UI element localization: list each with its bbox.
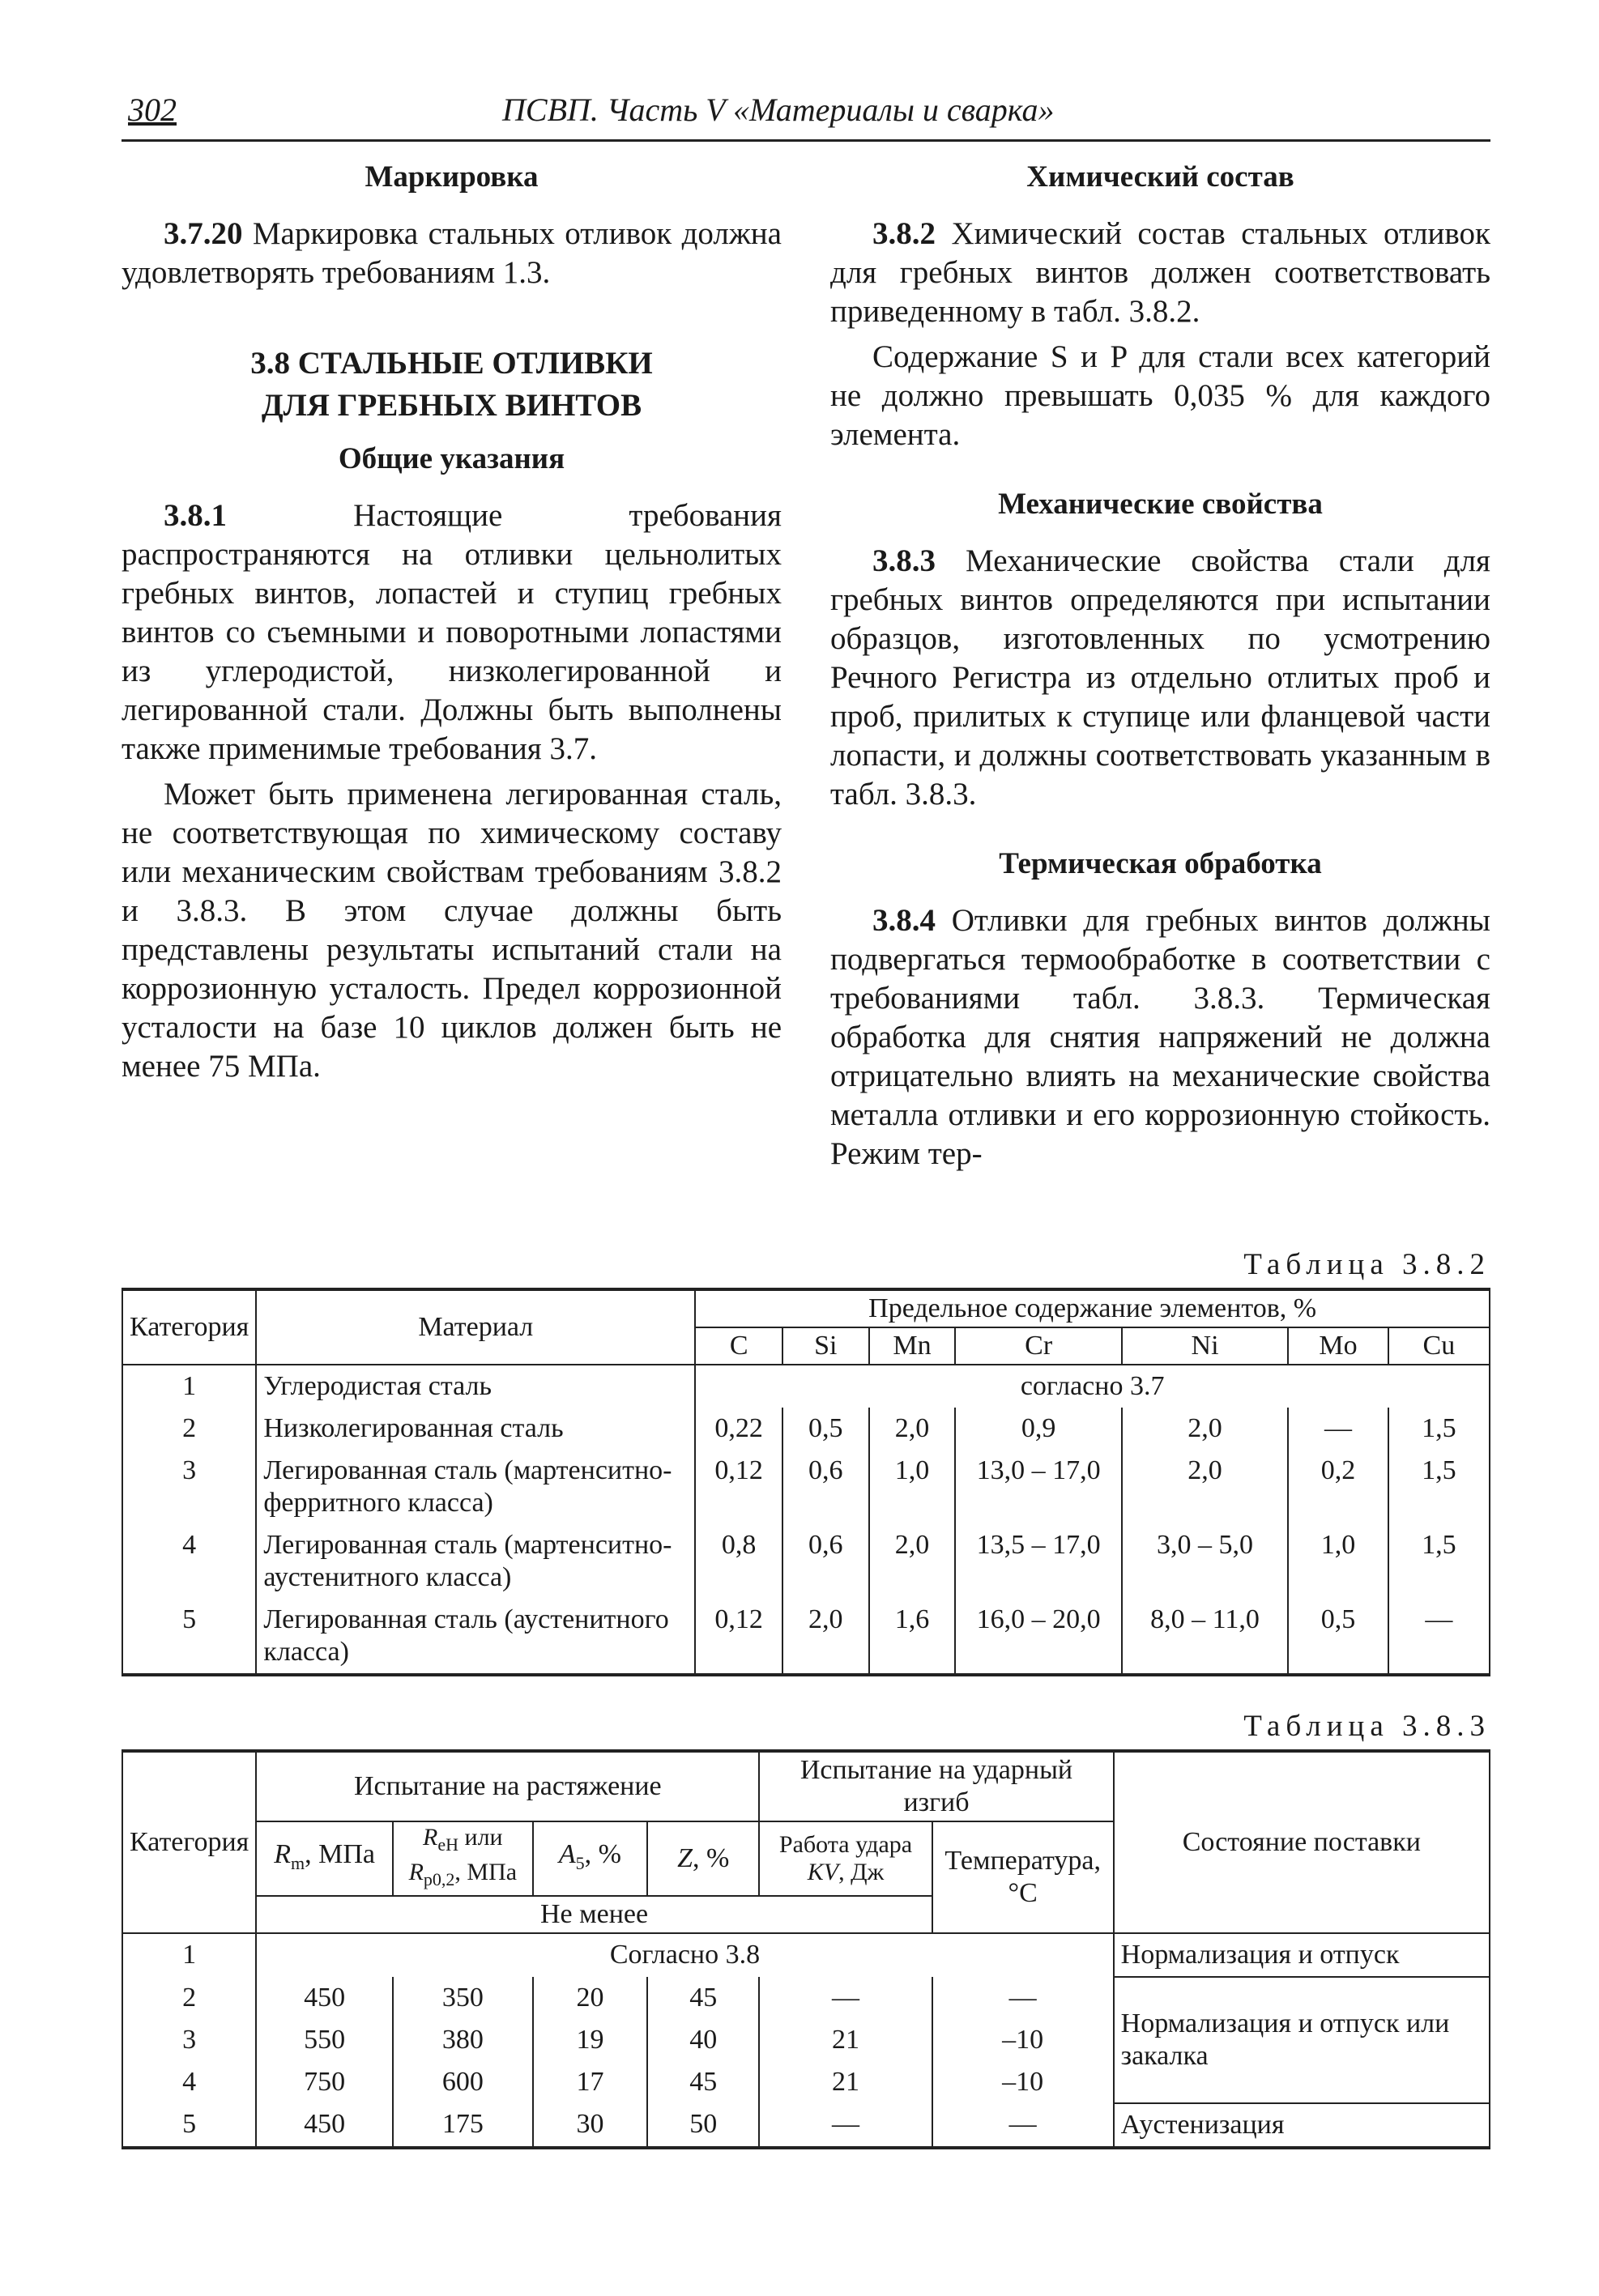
table-row bbox=[122, 1977, 1490, 2019]
symbol: R bbox=[274, 1838, 291, 1869]
cell-value: 0,2 bbox=[1288, 1450, 1388, 1524]
unit: , МПа bbox=[305, 1838, 376, 1869]
cell-value: –10 bbox=[932, 2019, 1114, 2061]
cell-category: 3 bbox=[122, 1450, 256, 1524]
cell-value: 19 bbox=[533, 2019, 647, 2061]
clause-number: 3.7.20 bbox=[164, 216, 243, 251]
paragraph-3-8-3 bbox=[830, 542, 1490, 814]
cell-value: 0,9 bbox=[955, 1408, 1121, 1450]
cell-material: Низколегированная сталь bbox=[256, 1408, 695, 1450]
cell-value: 45 bbox=[647, 2061, 759, 2103]
header-category: Категория bbox=[122, 1751, 256, 1933]
cell-value: 600 bbox=[393, 2061, 533, 2103]
cell-value: 2,0 bbox=[869, 1408, 956, 1450]
symbol: KV bbox=[807, 1859, 839, 1885]
table-row bbox=[122, 1599, 1490, 1675]
section-heading bbox=[122, 343, 782, 427]
symbol-sub: 5 bbox=[575, 1852, 585, 1873]
paragraph-sp: Содержание S и P для стали всех категорий не должно превышать 0,035 % для каждого элемента. bbox=[830, 339, 1490, 452]
cell-value: 2,0 bbox=[1122, 1408, 1288, 1450]
paragraph-3-8-2 bbox=[830, 215, 1490, 331]
cell-value: 450 bbox=[256, 2103, 393, 2148]
cell-merged: Согласно 3.8 bbox=[256, 1933, 1113, 1977]
clause-text: Механические свойства стали для гребных винтов определяются при испытании образцов, изготовленных по усмотрению Речного Регистра из отдельно отлитых проб и проб, прилитых к ступице или фланцевой части лопасти, и должны соответствовать указанным в табл. 3.8.3. bbox=[830, 543, 1490, 811]
unit: , Дж bbox=[838, 1859, 885, 1885]
cell-value: 21 bbox=[759, 2061, 932, 2103]
cell-value: 0,22 bbox=[695, 1408, 782, 1450]
header-delivery: Состояние поставки bbox=[1114, 1751, 1490, 1933]
cell-value: 1,5 bbox=[1388, 1524, 1490, 1599]
cell-value: 1,0 bbox=[869, 1450, 956, 1524]
text-columns bbox=[122, 158, 1490, 1324]
cell-value: — bbox=[759, 1977, 932, 2019]
header-temp: Температура, °С bbox=[932, 1821, 1114, 1933]
cell-value: 13,5 – 17,0 bbox=[955, 1524, 1121, 1599]
cell-value: — bbox=[1388, 1599, 1490, 1675]
cell-value: — bbox=[932, 2103, 1114, 2148]
cell-value: 0,5 bbox=[1288, 1599, 1388, 1675]
symbol-sub: eH bbox=[437, 1834, 459, 1855]
clause-text: Химический состав стальных отливок для гребных винтов должен соответствовать приведенному в табл. 3.8.2. bbox=[830, 216, 1490, 329]
cell-value: — bbox=[759, 2103, 932, 2148]
cell-value: 30 bbox=[533, 2103, 647, 2148]
cell-value: 40 bbox=[647, 2019, 759, 2061]
header-reh bbox=[393, 1821, 533, 1896]
cell-value: 0,5 bbox=[782, 1408, 869, 1450]
table-3-8-3 bbox=[122, 1749, 1490, 2149]
table-row bbox=[122, 1450, 1490, 1524]
table-row bbox=[122, 2103, 1490, 2148]
section-heading-line1: 3.8 СТАЛЬНЫЕ ОТЛИВКИ bbox=[250, 346, 653, 381]
cell-category: 3 bbox=[122, 2019, 256, 2061]
cell-category: 5 bbox=[122, 2103, 256, 2148]
table-row bbox=[122, 1933, 1490, 1977]
header-rm bbox=[256, 1821, 393, 1896]
unit: , МПа bbox=[454, 1859, 518, 1885]
cell-category: 2 bbox=[122, 1408, 256, 1450]
cell-value: — bbox=[1288, 1408, 1388, 1450]
cell-delivery: Аустенизация bbox=[1114, 2103, 1490, 2148]
cell-value: 0,12 bbox=[695, 1450, 782, 1524]
header-element: Ni bbox=[1122, 1327, 1288, 1365]
cell-delivery: Нормализация и отпуск или закалка bbox=[1114, 1977, 1490, 2103]
paragraph-3-8-1 bbox=[122, 496, 782, 769]
left-column bbox=[122, 158, 782, 1093]
table-3-8-3-caption: Таблица 3.8.3 bbox=[1243, 1710, 1490, 1743]
cell-category: 1 bbox=[122, 1365, 256, 1408]
header-tension: Испытание на растяжение bbox=[256, 1751, 759, 1821]
cell-delivery: Нормализация и отпуск bbox=[1114, 1933, 1490, 1977]
header-limit: Предельное содержание элементов, % bbox=[695, 1289, 1490, 1327]
clause-text: Настоящие требования распространяются на отливки цельнолитых гребных винтов, лопастей и ступиц гребных винтов со съемными и поворотными лопастями из углеродистой, низколегированной и легированной стали. Должны быть выполнены также применимые требования 3.7. bbox=[122, 498, 782, 766]
cell-value: 0,6 bbox=[782, 1450, 869, 1524]
header-category: Категория bbox=[122, 1289, 256, 1365]
cell-value: 17 bbox=[533, 2061, 647, 2103]
symbol-sub: p0,2 bbox=[423, 1869, 455, 1889]
page-number: 302 bbox=[128, 92, 177, 128]
cell-value: 750 bbox=[256, 2061, 393, 2103]
cell-category: 4 bbox=[122, 1524, 256, 1599]
symbol-sub: m bbox=[291, 1852, 305, 1873]
cell-value: 1,5 bbox=[1388, 1408, 1490, 1450]
page-header bbox=[122, 89, 1490, 142]
cell-value: 0,6 bbox=[782, 1524, 869, 1599]
cell-merged: согласно 3.7 bbox=[695, 1365, 1490, 1408]
cell-value: 1,6 bbox=[869, 1599, 956, 1675]
paragraph-alloy: Может быть применена легированная сталь, не соответствующая по химическому составу или механическим свойствам требованиям 3.8.2 и 3.8.3. В этом случае должны быть представлены результаты испытаний стали на коррозионную усталость. Предел коррозионной усталости на базе 10 циклов должен быть не менее 75 МПа. bbox=[122, 777, 782, 1084]
table-row bbox=[122, 1524, 1490, 1599]
symbol: R bbox=[423, 1824, 438, 1851]
table-3-8-2 bbox=[122, 1288, 1490, 1676]
symbol: Z bbox=[677, 1843, 693, 1873]
clause-text: Маркировка стальных отливок должна удовлетворять требованиям 1.3. bbox=[122, 216, 782, 290]
header-element: Mn bbox=[869, 1327, 956, 1365]
cell-value: 2,0 bbox=[782, 1599, 869, 1675]
cell-value: 550 bbox=[256, 2019, 393, 2061]
table-row bbox=[122, 1408, 1490, 1450]
cell-value: 16,0 – 20,0 bbox=[955, 1599, 1121, 1675]
cell-value: –10 bbox=[932, 2061, 1114, 2103]
cell-value: 2,0 bbox=[869, 1524, 956, 1599]
cell-value: 1,5 bbox=[1388, 1450, 1490, 1524]
or-text: или bbox=[458, 1824, 503, 1851]
cell-material: Легированная сталь (мартенситно-ферритного класса) bbox=[256, 1450, 695, 1524]
header-work bbox=[759, 1821, 932, 1896]
cell-value: 175 bbox=[393, 2103, 533, 2148]
paragraph-3-8-4 bbox=[830, 901, 1490, 1174]
symbol: R bbox=[408, 1859, 424, 1885]
heat-heading: Термическая обработка bbox=[999, 847, 1322, 880]
chem-heading: Химический состав bbox=[1026, 160, 1294, 194]
cell-value: 13,0 – 17,0 bbox=[955, 1450, 1121, 1524]
marking-heading: Маркировка bbox=[365, 160, 539, 194]
unit: , % bbox=[584, 1838, 621, 1869]
section-heading-line2: ДЛЯ ГРЕБНЫХ ВИНТОВ bbox=[261, 388, 642, 423]
document-page bbox=[122, 89, 1490, 2140]
header-impact: Испытание на ударный изгиб bbox=[759, 1751, 1113, 1821]
cell-value: 3,0 – 5,0 bbox=[1122, 1524, 1288, 1599]
header-z bbox=[647, 1821, 759, 1896]
cell-material: Легированная сталь (мартенситно-аустенитного класса) bbox=[256, 1524, 695, 1599]
work-label: Работа удара bbox=[778, 1831, 913, 1858]
cell-category: 4 bbox=[122, 2061, 256, 2103]
unit: , % bbox=[693, 1843, 730, 1873]
header-a5 bbox=[533, 1821, 647, 1896]
clause-number: 3.8.3 bbox=[872, 543, 936, 578]
mech-heading: Механические свойства bbox=[998, 488, 1323, 521]
table-3-8-2-caption: Таблица 3.8.2 bbox=[1243, 1248, 1490, 1281]
right-column bbox=[830, 158, 1490, 1180]
header-element: Cu bbox=[1388, 1327, 1490, 1365]
header-element: Si bbox=[782, 1327, 869, 1365]
cell-value: 1,0 bbox=[1288, 1524, 1388, 1599]
cell-category: 1 bbox=[122, 1933, 256, 1977]
cell-category: 2 bbox=[122, 1977, 256, 2019]
header-material: Материал bbox=[256, 1289, 695, 1365]
clause-number: 3.8.1 bbox=[164, 498, 227, 533]
cell-value: 21 bbox=[759, 2019, 932, 2061]
clause-text: Отливки для гребных винтов должны подвергаться термообработке в соответствии с требованиями табл. 3.8.3. Термическая обработка для снятия напряжений не должна отрицательно влиять на механические свойства металла отливки и его коррозионную стойкость. Режим тер- bbox=[830, 903, 1490, 1171]
cell-value: 0,12 bbox=[695, 1599, 782, 1675]
cell-value: 380 bbox=[393, 2019, 533, 2061]
running-title: ПСВП. Часть V «Материалы и сварка» bbox=[502, 92, 1055, 128]
cell-value: 8,0 – 11,0 bbox=[1122, 1599, 1288, 1675]
header-element: Cr bbox=[955, 1327, 1121, 1365]
cell-value: 0,8 bbox=[695, 1524, 782, 1599]
cell-material: Легированная сталь (аустенитного класса) bbox=[256, 1599, 695, 1675]
cell-value: 50 bbox=[647, 2103, 759, 2148]
cell-material: Углеродистая сталь bbox=[256, 1365, 695, 1408]
cell-value: 20 bbox=[533, 1977, 647, 2019]
header-not-less: Не менее bbox=[256, 1896, 932, 1933]
cell-value: — bbox=[932, 1977, 1114, 2019]
cell-value: 450 bbox=[256, 1977, 393, 2019]
header-element: C bbox=[695, 1327, 782, 1365]
clause-number: 3.8.2 bbox=[872, 216, 936, 251]
clause-number: 3.8.4 bbox=[872, 903, 936, 938]
cell-value: 2,0 bbox=[1122, 1450, 1288, 1524]
cell-category: 5 bbox=[122, 1599, 256, 1675]
symbol: A bbox=[558, 1838, 576, 1869]
general-heading: Общие указания bbox=[338, 442, 565, 475]
table-row bbox=[122, 1365, 1490, 1408]
cell-value: 45 bbox=[647, 1977, 759, 2019]
header-element: Mo bbox=[1288, 1327, 1388, 1365]
paragraph-3-7-20 bbox=[122, 215, 782, 292]
cell-value: 350 bbox=[393, 1977, 533, 2019]
